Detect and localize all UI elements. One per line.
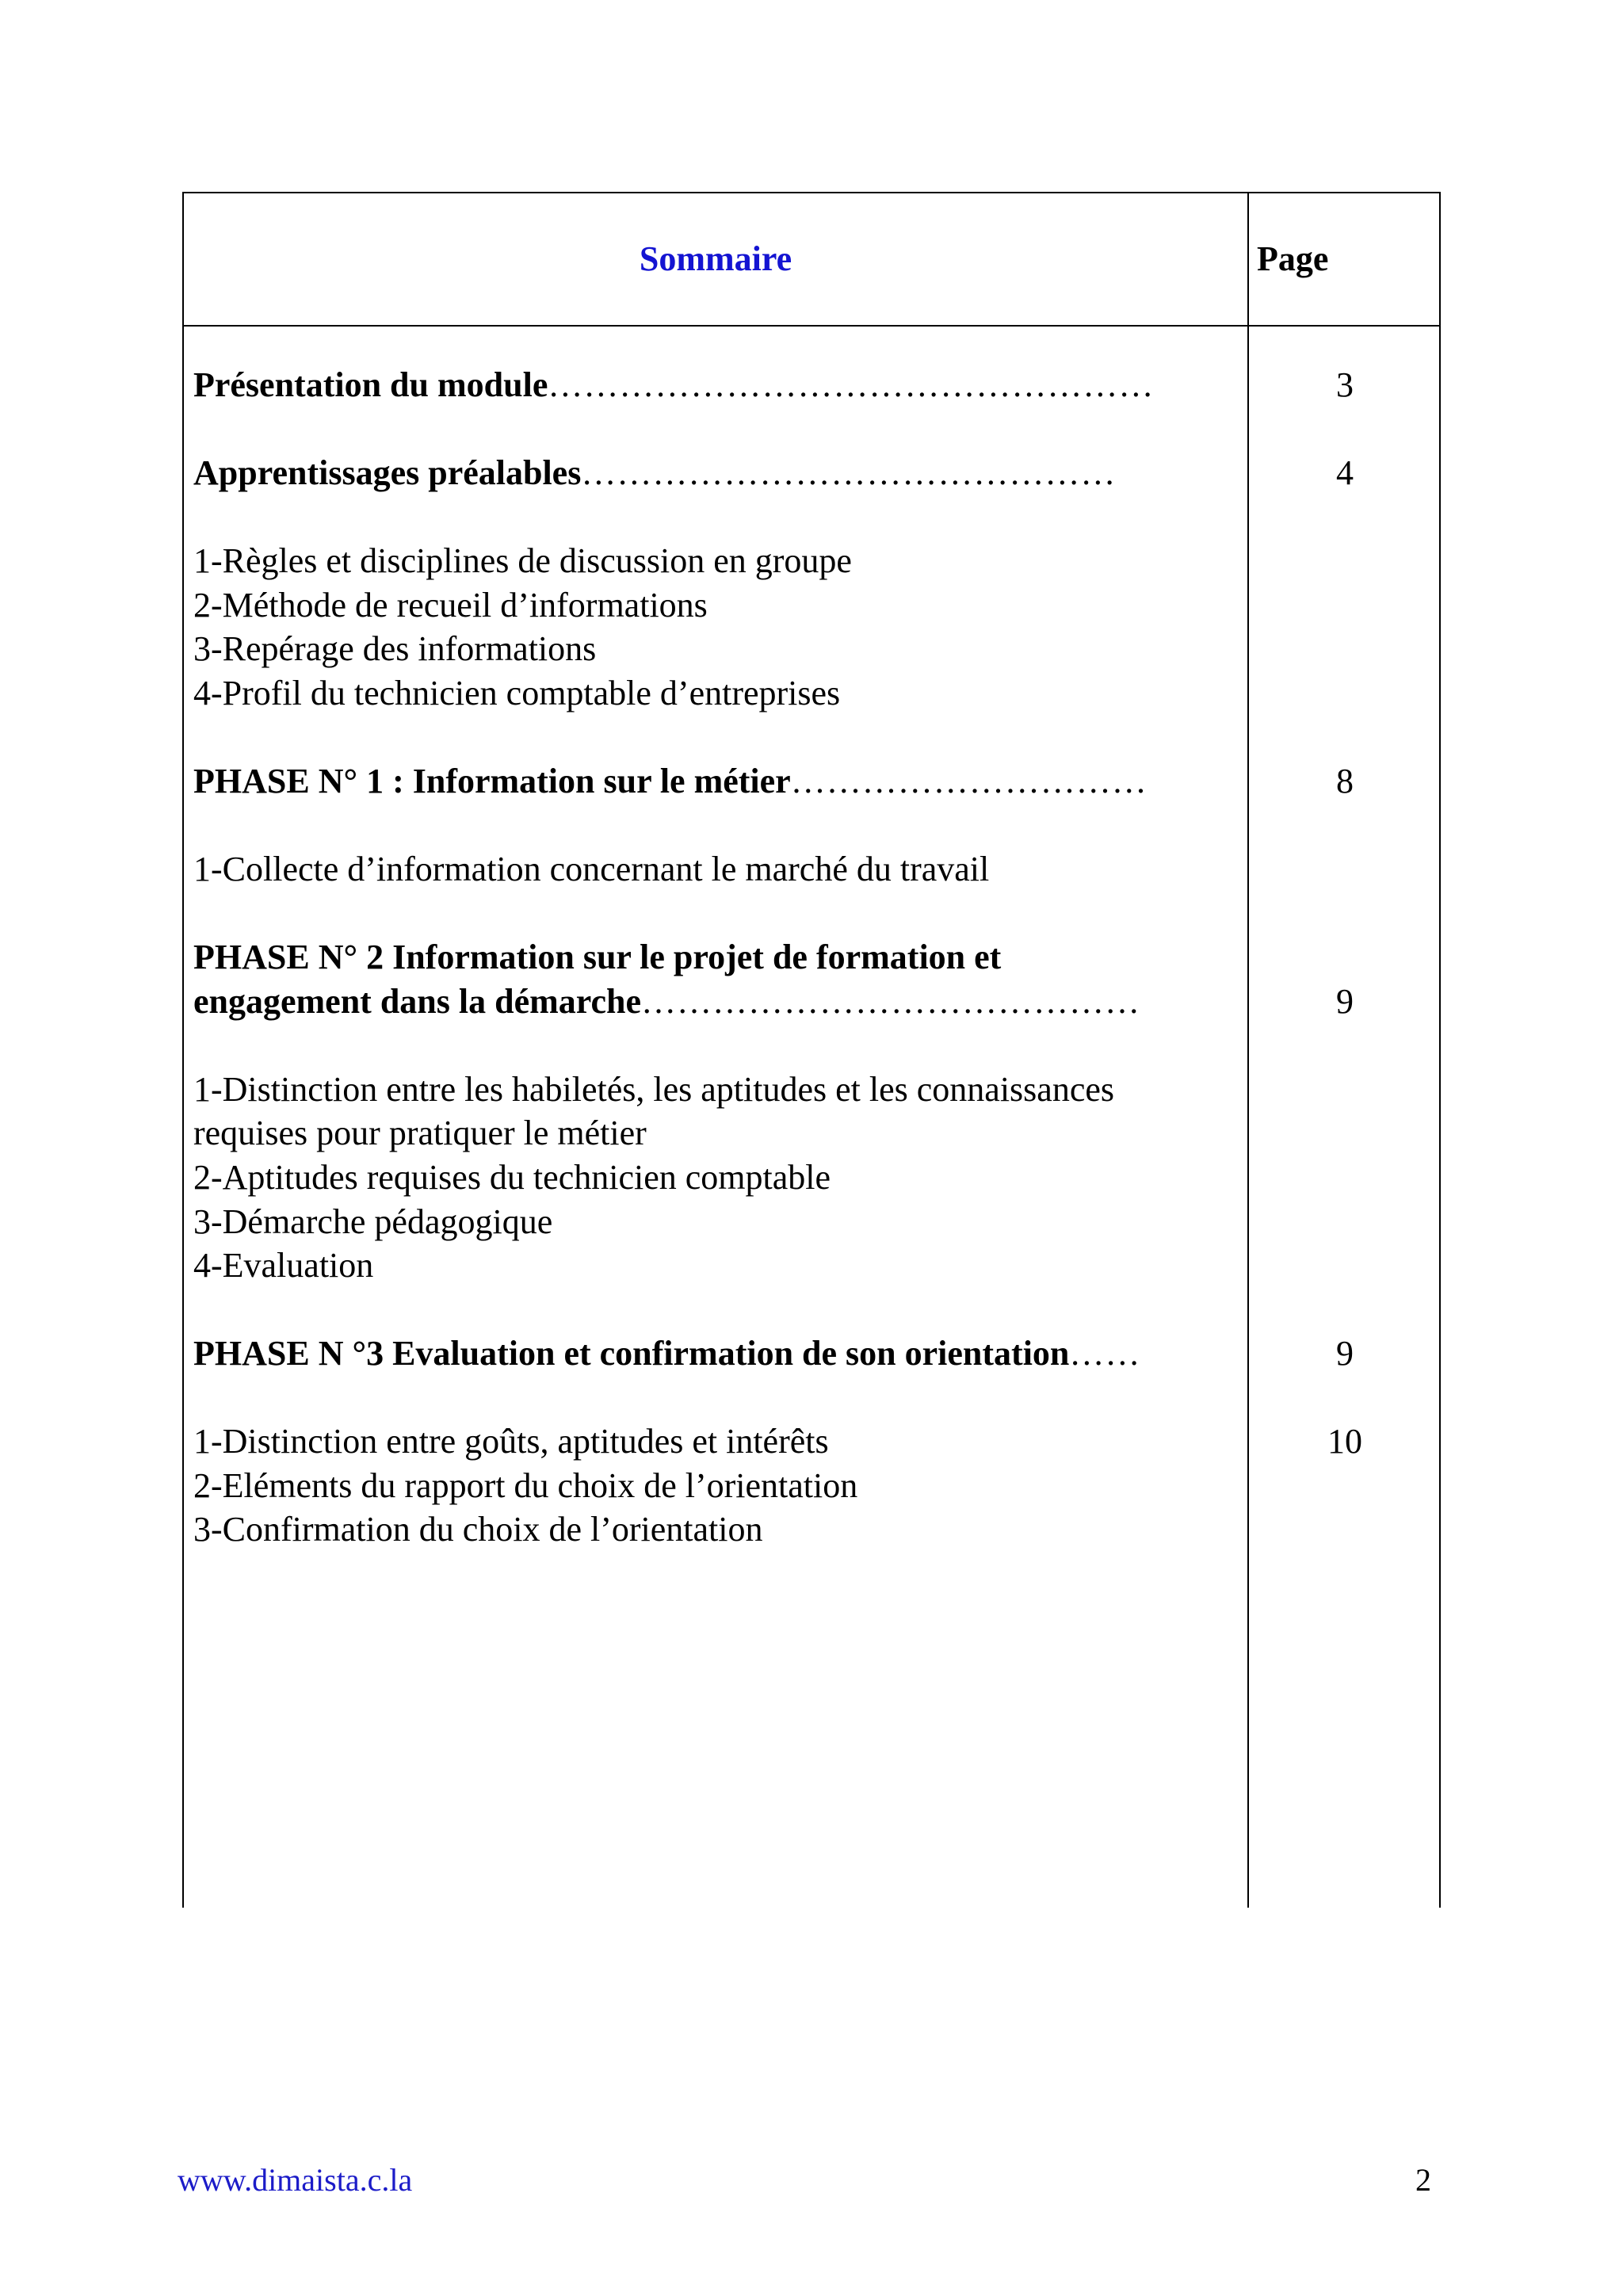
- toc-entry-phase-2[interactable]: PHASE N° 2 Information sur le projet de formation et: [193, 938, 1002, 976]
- toc-entry-phase-2-continued[interactable]: engagement dans la démarche……………………………………: [193, 982, 1141, 1021]
- toc-subentry: 2-Aptitudes requises du technicien comptable: [193, 1158, 831, 1197]
- toc-subentry: requises pour pratiquer le métier: [193, 1114, 647, 1152]
- page-number: 3: [1336, 365, 1354, 404]
- page-number: 4: [1336, 453, 1354, 492]
- header-bottom-border: [182, 325, 1441, 327]
- footer-page-number: 2: [1415, 2162, 1431, 2198]
- toc-entry-phase-1[interactable]: PHASE N° 1 : Information sur le métier…………………………: [193, 762, 1148, 800]
- toc-subentry: 3-Confirmation du choix de l’orientation: [193, 1510, 763, 1549]
- table-left-border: [182, 192, 184, 1908]
- toc-subentry: 1-Distinction entre les habiletés, les aptitudes et les connaissances: [193, 1070, 1115, 1109]
- toc-subentry: 3-Démarche pédagogique: [193, 1202, 553, 1241]
- toc-entry-presentation[interactable]: Présentation du module……………………………………………: [193, 365, 1155, 404]
- page-number: 9: [1336, 1334, 1354, 1373]
- footer-website-link[interactable]: www.dimaista.c.la: [178, 2162, 413, 2198]
- page-number: 8: [1336, 762, 1354, 800]
- table-right-border: [1439, 192, 1441, 1908]
- column-divider: [1247, 192, 1249, 1908]
- toc-title: Sommaire: [639, 239, 792, 278]
- toc-subentry: 1-Collecte d’information concernant le marché du travail: [193, 850, 990, 888]
- toc-entry-apprentissages[interactable]: Apprentissages préalables………………………………………: [193, 453, 1117, 492]
- toc-subentry: 1-Règles et disciplines de discussion en groupe: [193, 541, 852, 580]
- page-column-header: Page: [1257, 239, 1329, 278]
- toc-subentry: 4-Profil du technicien comptable d’entreprises: [193, 674, 841, 712]
- toc-subentry: 2-Eléments du rapport du choix de l’orientation: [193, 1466, 858, 1505]
- toc-subentry: 4-Evaluation: [193, 1246, 374, 1285]
- toc-subentry: 1-Distinction entre goûts, aptitudes et intérêts: [193, 1422, 829, 1461]
- toc-subentry: 2-Méthode de recueil d’informations: [193, 586, 708, 625]
- table-of-contents: [182, 192, 1441, 1908]
- page-number: 10: [1327, 1422, 1362, 1461]
- page-number: 9: [1336, 982, 1354, 1021]
- toc-subentry: 3-Repérage des informations: [193, 629, 597, 668]
- toc-entry-phase-3[interactable]: PHASE N °3 Evaluation et confirmation de son orientation……: [193, 1334, 1141, 1373]
